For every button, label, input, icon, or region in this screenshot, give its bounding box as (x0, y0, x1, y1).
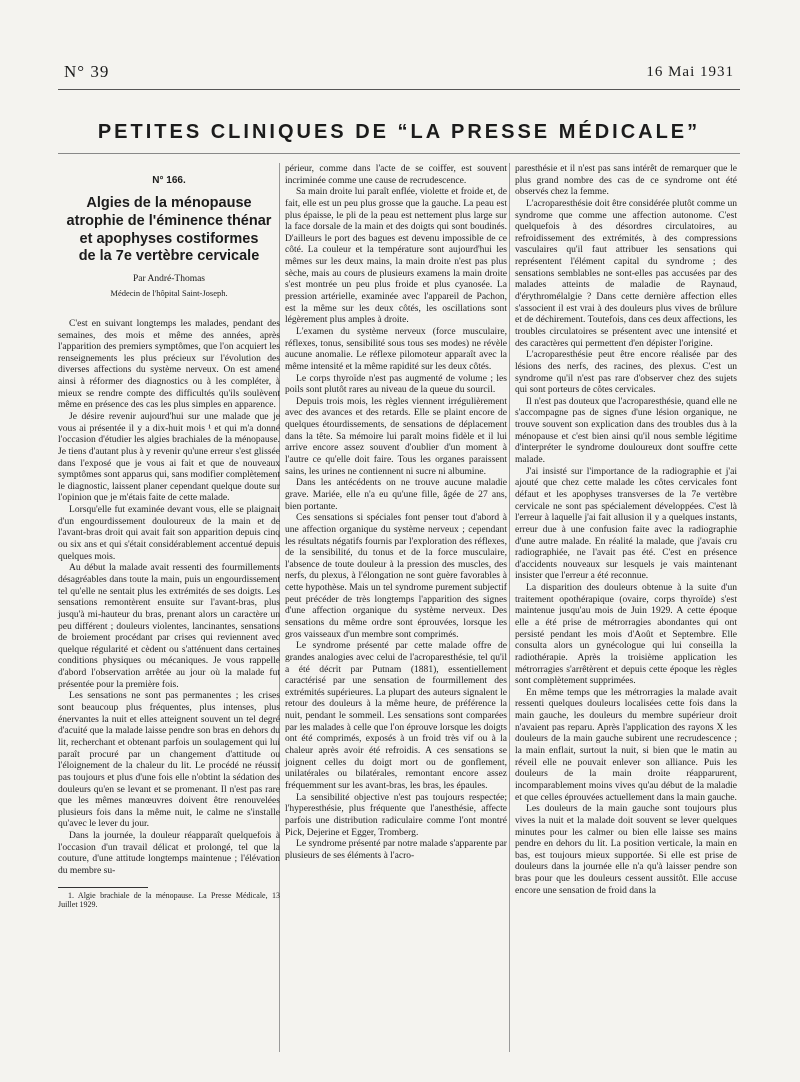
paragraph: La disparition des douleurs obtenue à la suite d'un traitement opothérapique (ovaire, corps thyroïde) s'est maintenue jusqu'au mois de Juin 1929. A cette époque elle a été prise de métrorragies abondantes qui ont persisté pendant les mois d'Août et Septembre. Elle consulta alors un gynécologue qui lui conseilla la radiothérapie. Après la troisième application les métrorragies s'arrêtèrent et depuis cette époque les règles sont complètement supprimées. (515, 582, 737, 687)
article-author: Par André-Thomas (132, 273, 206, 284)
paragraph: En même temps que les métrorragies la malade avait ressenti quelques douleurs localisées cette fois dans la main gauche, les douleurs du membre supérieur droit n'avaient pas reparu. Après l'application des rayons X les douleurs de la main gauche subirent une recrudescence ; la main enflait, surtout la nuit, si bien que le matin au réveil elle ne pouvait enlever son alliance. Puis les douleurs de la main droite réapparurent, incomparablement moins vives qu'au début de la maladie et que celles éprouvées actuellement dans la main gauche. (515, 686, 737, 803)
paragraph: Le syndrome présenté par cette malade offre de grandes analogies avec celui de l'acroparesthésie, tel qu'il a été décrit par Putnam (1881), essentiellement caractérisé par une sensation de fourmillement des extrémités supérieures. La plupart des auteurs signalent le retour des douleurs à la même heure, de préférence la nuit, pendant le sommeil. Les sensations sont comparées par les malades à celle que l'on éprouve lorsque les doigts ont été comprimés, exposés à un froid très vif ou à la chaleur après avoir été refroidis. A ces sensations se joignent celles du doigt mort ou de gonflement, unilatérales ou bilatérales, remontant encore assez fréquemment sur les avant-bras, les bras, les épaules. (285, 640, 507, 791)
issue-date: 16 Mai 1931 (646, 64, 734, 80)
masthead-rule (58, 153, 740, 154)
paragraph: Il n'est pas douteux que l'acroparesthésie, quand elle ne s'accompagne pas de signes d'une lésion organique, ne trouve souvent son explication dans des troubles dus à la ménopause et c'est bien ainsi qu'il nous semble légitime d'interpréter le syndrome douloureux dont souffre cette malade. (515, 395, 738, 466)
paragraph: Je désire revenir aujourd'hui sur une malade que je vous ai présentée il y a dix-huit mois ¹ et qui m'a donné l'occasion d'étudier les algies brachiales de la ménopause. Je tiens d'autant plus à y revenir qu'une erreur s'est glissée dans l'exposé que je vous ai fait et que de nouveaux symptômes sont apparus qui, sans modifier complètement le diagnostic, laissent planer cependant quelque doute sur l'opinion que je m'étais faite de cette malade. (58, 411, 280, 504)
paragraph: Dans la journée, la douleur réapparaît quelquefois à l'occasion d'un travail délicat et prolongé, tel que la couture, d'une attitude longtemps maintenue ; l'élévation du membre su- (58, 830, 280, 876)
footnote-rule (58, 887, 148, 888)
issue-number: N° 39 (64, 62, 110, 81)
column-3 (515, 163, 737, 896)
paragraph: Les sensations ne sont pas permanentes ; les crises sont beaucoup plus fréquentes, plus intenses, plus énervantes la nuit et elles atteignent souvent un tel degré d'acuité que la malade laisse pendre son bras en dehors du lit, recherchant et obtenant parfois un soulagement qui lui paraît procuré par un changement d'attitude ou l'éloignement de la chaleur du lit. Le procédé ne réussit pas toujours et plus d'une fois elle n'obtint la sédation des douleurs qu'en se levant et se promenant. Il n'est pas rare que les mêmes manœuvres doivent être renouvelées plusieurs fois dans la même nuit, le calme ne s'installe qu'avec le lever du jour. (58, 690, 280, 830)
article-number: N° 166. (152, 175, 186, 186)
author-affiliation: Médecin de l'hôpital Saint-Joseph. (110, 287, 228, 298)
paragraph: Au début la malade avait ressenti des fourmillements désagréables dans toute la main, puis un engourdissement tel qu'elle ne sentait plus les extrémités de ses doigts. Les sensations remontèrent ensuite sur l'avant-bras, plus jusqu'à mi-hauteur du bras, prenant alors un caractère un peu différent ; douleurs violentes, lancinantes, sensations de broiement procédant par crises qui reviennent avec quelque régularité et cèdent ou s'atténuent dans certaines conditions physiques ou mécaniques. Je vous rappelle d'abord l'observation arrêtée au jour où la malade fut présentée pour la première fois. (58, 562, 280, 690)
paragraph: L'examen du système nerveux (force musculaire, réflexes, tonus, sensibilité sous tous ses modes) ne révèle aucune anomalie. Le réflexe pilomoteur apparaît avec la même intensité et la même rapidité sur les deux côtés. (285, 325, 507, 372)
article-title (58, 195, 280, 266)
paragraph: Sa main droite lui paraît enflée, violette et froide et, de fait, elle est un peu plus grosse que la gauche. La peau est plus épaisse, le pli de la peau est nettement plus large sur la face dorsale de la main et des doigts qui sont boudinés. D'ailleurs le port des bagues est devenu impossible de ce côté. La couleur et la température sont aujourd'hui les mêmes sur les deux mains, la main droite n'est pas plus sèche, mais au cours de plusieurs examens la main droite s'est montrée un peu plus froide et plus cyanosée. La pression artérielle, examinée avec l'appareil de Pachon, est la même sur les deux côtés, les oscillations sont légèrement plus amples à droite. (285, 186, 507, 326)
paragraph: La sensibilité objective n'est pas toujours respectée; l'hyperesthésie, plus fréquente que l'anesthésie, affecte parfois une distribution radiculaire comme l'ont montré Pick, Dejerine et Egger, Tromberg. (285, 791, 507, 838)
paragraph: Le syndrome présenté par notre malade s'apparente par plusieurs de ses éléments à l'acro- (285, 838, 507, 861)
article-title-line: atrophie de l'éminence thénar (66, 212, 272, 229)
paragraph: Ces sensations si spéciales font penser tout d'abord à une affection organique du système nerveux ; cependant les résultats négatifs fournis par l'exploration des réflexes, de la sensibilité, du tonus et de la force musculaire, l'absence de toute douleur à la pression des muscles, des nerfs, du plexus, à l'élongation ne sont guère favorables à cette hypothèse. Mais un tel syndrome purement subjectif peut précéder de très longtemps l'apparition des signes d'une affection organique du système nerveux. Des sensations du même ordre sont éprouvées, lorsque les gros vaisseaux d'un membre sont comprimés. (285, 512, 507, 640)
article-title-line: Algies de la ménopause (86, 195, 252, 212)
paragraph: C'est en suivant longtemps les malades, pendant des semaines, des mois et même des années, après l'apparition des premiers symptômes, que l'on acquiert les renseignements les plus précieux sur l'évolution des diverses affections du système nerveux. On est amené ainsi à réformer des diagnostics ou à les compléter, à mieux se rendre compte des difficultés qu'ils soulèvent même en présence des cas les plus simples en apparence. (58, 317, 280, 411)
paragraph: J'ai insisté sur l'importance de la radiographie et j'ai ajouté que chez cette malade les côtes cervicales font défaut et les apophyses transverses de la 7e vertèbre cervicale ne sont pas spécialement développées. C'est là l'erreur à laquelle j'ai fait allusion il y a quelques instants, erreur due à une confusion faite avec la radiographie d'une autre malade. En réalité la malade, que j'avais cru radiographiée, ne l'avait pas été. C'est en présence d'accidents nouveaux sur lesquels je vais maintenant insister que l'erreur a été reconnue. (515, 465, 737, 582)
paragraph: Depuis trois mois, les règles viennent irrégulièrement avec des avances et des retards. Elle se plaint encore de quelques étourdissements, de sensations de déplacement dans la tête. Sa mémoire lui paraît moins fidèle et il lui arrive encore assez souvent d'oublier d'un moment à l'autre ce qu'elle doit faire. Tous les organes paraissent sains, les urines ne contiennent ni sucre ni albumine. (285, 395, 507, 477)
column-1 (58, 163, 280, 910)
paragraph: L'acroparesthésie peut être encore réalisée par des lésions des nerfs, des racines, des plexus. C'est un syndrome qu'il n'est pas rare d'observer chez des sujets qui sont porteurs de côtes cervicales. (515, 349, 737, 396)
masthead-title: PETITES CLINIQUES DE “LA PRESSE MÉDICALE” (97, 121, 701, 143)
paragraph: paresthésie et il n'est pas sans intérêt de remarquer que le plus grand nombre des cas de ce syndrome ont été observés chez la femme. (515, 163, 737, 198)
paragraph: Dans les antécédents on ne trouve aucune maladie grave. Mariée, elle n'a eu qu'une fille, âgée de 27 ans, bien portante. (285, 477, 507, 512)
paragraph: Lorsqu'elle fut examinée devant vous, elle se plaignait d'un engourdissement douloureux de la main et de l'avant-bras droit qui avait fait son apparition depuis cinq ou six ans et qui s'était considérablement accentué depuis quelques mois. (58, 504, 280, 562)
paragraph: Les douleurs de la main gauche sont toujours plus vives la nuit et la malade doit souvent se lever quelques minutes pour les calmer ou bien elle laisse ses mains pendre en dehors du lit. La position verticale, la main en bas, est toujours mieux supportée. Si elle est prise de douleurs dans la journée elle n'a qu'à laisser pendre son bras pour que les douleurs cessent aussitôt. Elle accuse encore une sensation de froid dans la (515, 803, 737, 896)
article-title-line: de la 7e vertèbre cervicale (78, 248, 260, 265)
column-2 (285, 163, 507, 861)
header-rule (58, 89, 740, 90)
footnote: 1. Algie brachiale de la ménopause. La Presse Médicale, 13 Juillet 1929. (58, 890, 280, 910)
article-title-line: et apophyses costiformes (79, 230, 259, 247)
paragraph: L'acroparesthésie doit être considérée plutôt comme un syndrome que comme une affection autonome. C'est quelquefois à des désordres circulatoires, au refroidissement des extrémités, à des compressions vasculaires qu'il faut attribuer les sensations qui représentent l'élément capital du syndrome ; des sensations semblables ne sont-elles pas accusées par des malades atteints de maladie de Raynaud, d'érythromélalgie ? Dans cette dernière affection elles s'associent il est vrai à des douleurs plus vives de brûlure et de déchirement. Toutefois, dans ces deux affections, les troubles circulatoires se présentent avec une intensité et des caractères qui permettent d'en dépister l'origine. (515, 197, 737, 349)
paragraph: périeur, comme dans l'acte de se coiffer, est souvent incriminée comme une cause de recrudescence. (285, 163, 507, 186)
paragraph: Le corps thyroïde n'est pas augmenté de volume ; les poils sont plutôt rares au niveau de la queue du sourcil. (285, 372, 507, 396)
column-divider (509, 163, 510, 1052)
